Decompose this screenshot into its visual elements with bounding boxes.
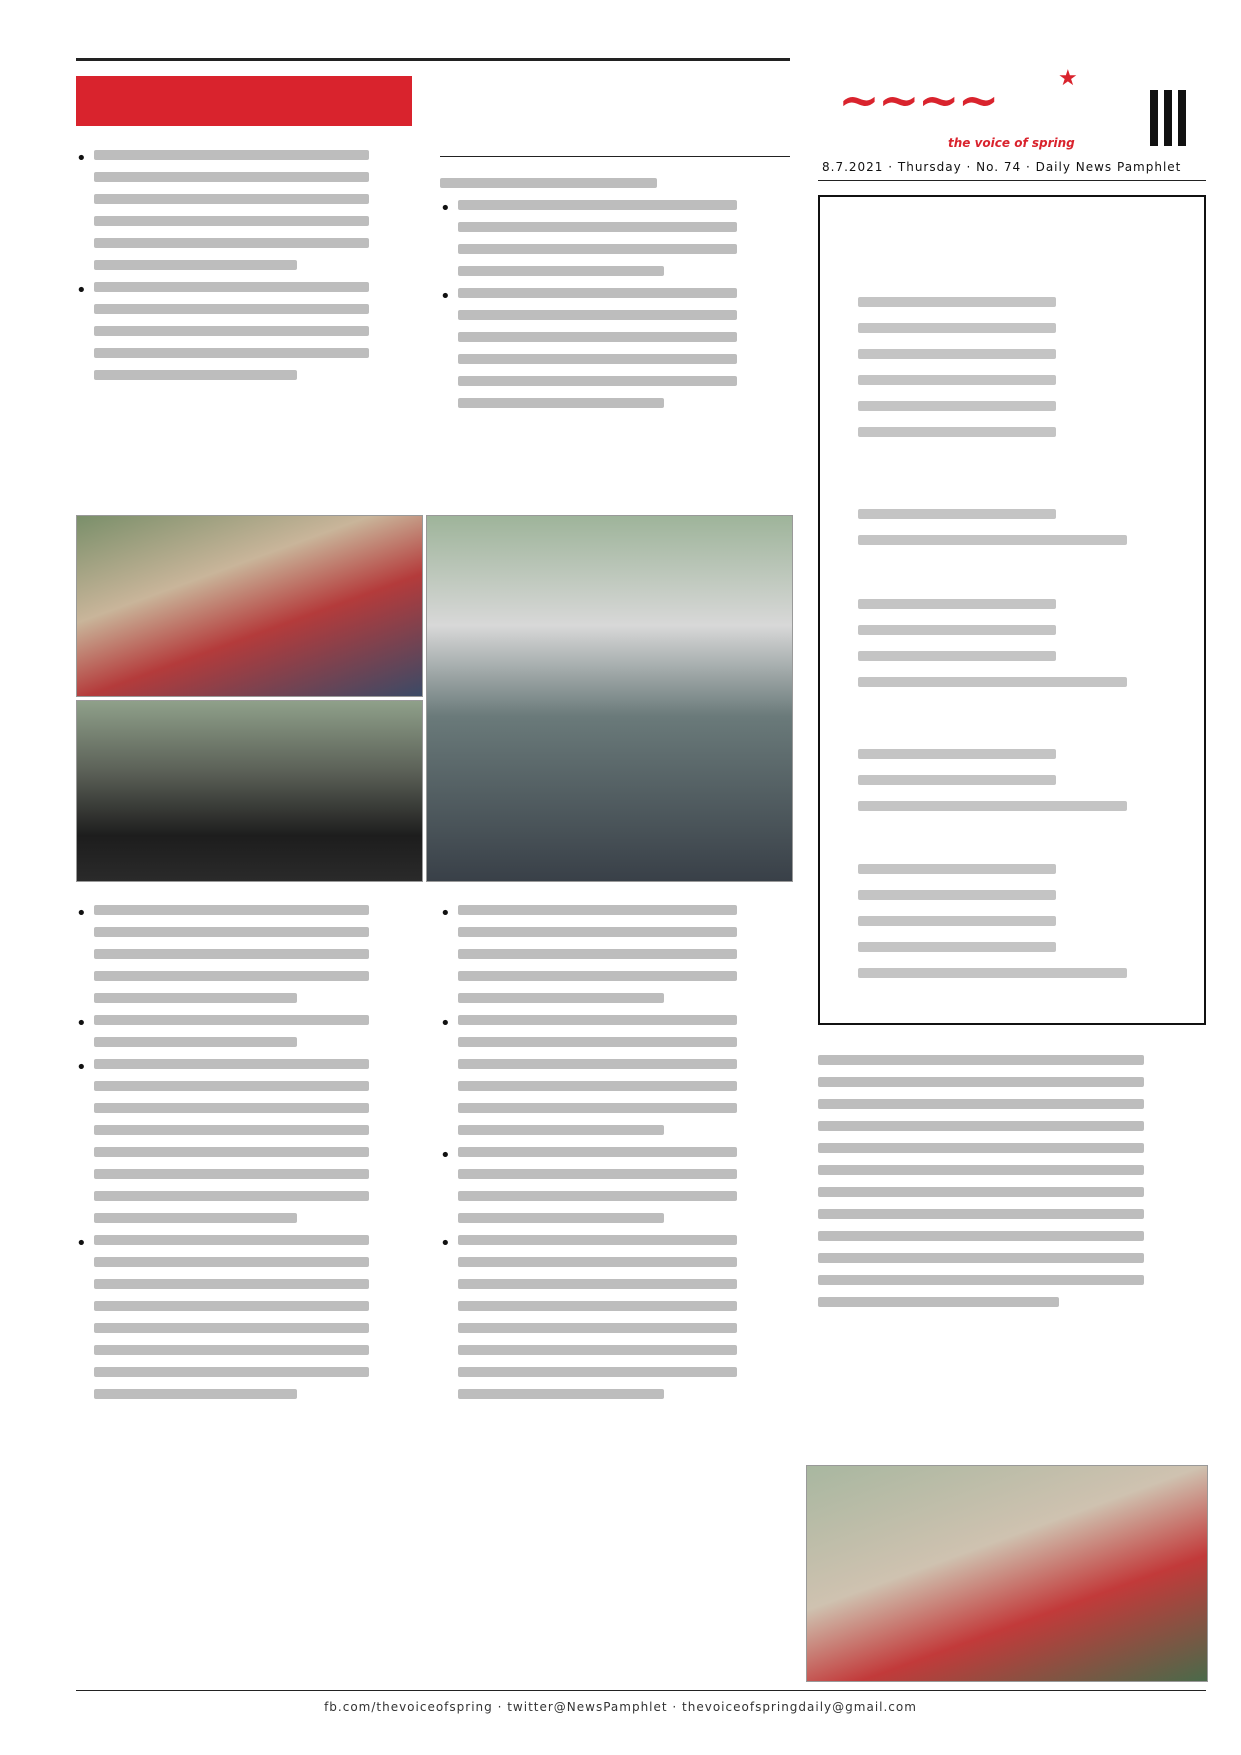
list-item	[76, 1235, 421, 1399]
left-column-bottom	[76, 895, 421, 1411]
star-icon: ★	[1058, 66, 1078, 91]
list-item	[76, 150, 421, 270]
right-column-continuation	[818, 1045, 1206, 1319]
middle-column-top	[440, 168, 790, 420]
section-banner	[76, 76, 412, 126]
list-item	[440, 1015, 790, 1135]
list-item	[76, 905, 421, 1003]
memorial-wreath-photo	[806, 1465, 1208, 1682]
masthead-logo: ~~~~	[838, 70, 998, 129]
left-column-top	[76, 140, 421, 392]
poem-stanza	[858, 737, 1178, 827]
masthead-tagline: the voice of spring	[948, 136, 1075, 150]
protest-photo-march	[76, 700, 423, 882]
list-item	[440, 905, 790, 1003]
middle-column-bottom	[440, 895, 790, 1411]
footer-contact: fb.com/thevoiceofspring · twitter@NewsPamphlet · thevoiceofspringdaily@gmail.com	[324, 1700, 917, 1714]
list-item	[76, 1059, 421, 1223]
list-item	[76, 282, 421, 380]
list-item	[440, 1147, 790, 1223]
masthead	[818, 62, 1208, 172]
protest-photo-signs	[426, 515, 793, 882]
list-item	[76, 1015, 421, 1047]
poem-stanza	[858, 285, 1178, 453]
three-bars-icon	[1150, 90, 1186, 146]
title-rule	[440, 156, 790, 157]
poem-stanza	[858, 587, 1178, 703]
bottom-rule	[76, 1690, 1206, 1691]
list-item	[440, 288, 790, 408]
list-item	[440, 1235, 790, 1399]
top-rule	[76, 58, 790, 61]
poem-stanza	[858, 497, 1178, 561]
list-item	[440, 200, 790, 276]
protest-photo-banner	[76, 515, 423, 697]
poem-box	[818, 195, 1206, 1025]
poem-stanza	[858, 852, 1178, 994]
masthead-rule	[818, 180, 1206, 181]
masthead-issue-line: 8.7.2021 · Thursday · No. 74 · Daily News Pamphlet	[822, 160, 1182, 174]
